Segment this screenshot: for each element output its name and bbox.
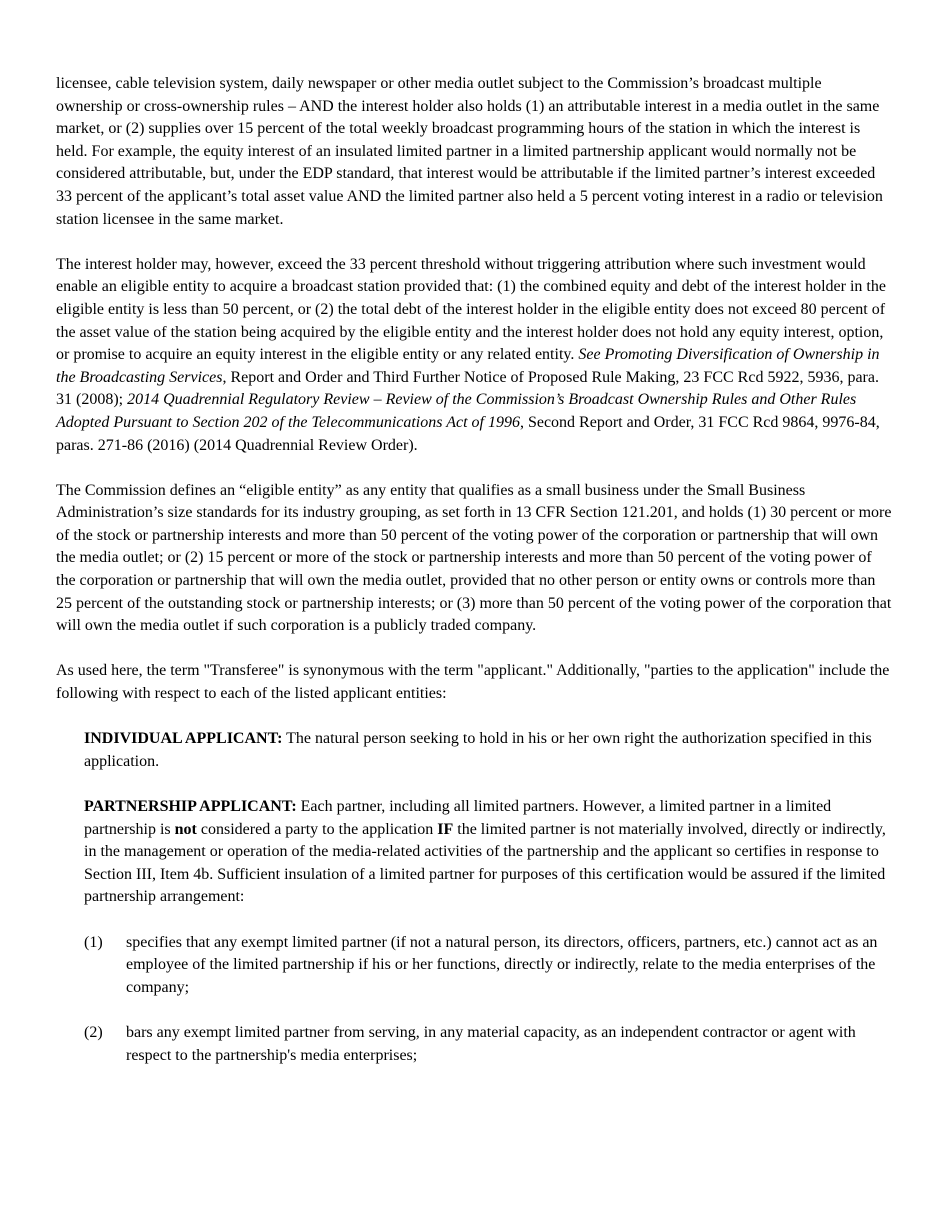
emphasis-not: not bbox=[174, 820, 197, 838]
paragraph-text: , Second Report and Order, 31 FCC Rcd 9864, 9976-84, paras. 271-86 (2016) (2014 Quadrennial Review Order). bbox=[56, 413, 880, 454]
list-item-number: (1) bbox=[84, 933, 103, 951]
partnership-applicant-definition bbox=[56, 796, 892, 909]
list-item-number: (2) bbox=[84, 1023, 103, 1041]
paragraph-eligible-entity-definition: The Commission defines an “eligible entity” as any entity that qualifies as a small business under the Small Business Administration’s size standards for its industry grouping, as set forth in 13 CFR Section 121.201, and holds (1) 30 percent or more of the stock or partnership interests and more than 50 percent of the voting power of the corporation or partnership that will own the media outlet; or (2) 15 percent or more of the stock or partnership interests and more than 50 percent of the voting power of the corporation or partnership that will own the media outlet, provided that no other person or entity owns or controls more than 25 percent of the outstanding stock or partnership interests; or (3) more than 50 percent of the voting power of the corporation that will own the media outlet if such corporation is a publicly traded company. bbox=[56, 481, 892, 635]
paragraph-transferee-definition: As used here, the term "Transferee" is synonymous with the term "applicant." Additionally, "parties to the application" include the following with respect to each of the listed applicant entities: bbox=[56, 662, 890, 703]
partnership-applicant-text: Each partner, including all limited partners. However, a limited partner in a limited partnership is bbox=[84, 798, 832, 838]
partnership-applicant-text: considered a party to the application bbox=[196, 820, 438, 838]
citation-quadrennial-review: 2014 Quadrennial Regulatory Review – Review of the Commission’s Broadcast Ownership Rules and Other Rules Adopted Pursuant to Section 202 of the Telecommunications Act of 1996 bbox=[56, 391, 857, 431]
paragraph-edp-standard: licensee, cable television system, daily newspaper or other media outlet subject to the Commission’s broadcast multiple ownership or cross-ownership rules – AND the interest holder also holds (1) an attributable interest in a media outlet in the same market, or (2) supplies over 15 percent of the total weekly broadcast programming hours of the station in which the interest is held. For example, the equity interest of an insulated limited partner in a limited partnership applicant would normally not be considered attributable, but, under the EDP standard, that interest would be attributable if the limited partner’s interest exceeded 33 percent of the applicant’s total asset value AND the limited partner also held a 5 percent voting interest in a radio or television station licensee in the same market. bbox=[56, 75, 883, 228]
list-item-text: bars any exempt limited partner from serving, in any material capacity, as an independent contractor or agent with respect to the partnership's media enterprises; bbox=[126, 1023, 856, 1064]
individual-applicant-text: The natural person seeking to hold in his or her own right the authorization specified in this application. bbox=[84, 730, 872, 770]
emphasis-if: IF bbox=[437, 820, 454, 838]
paragraph-text: , Report and Order and Third Further Notice of Proposed Rule Making, 23 FCC Rcd 5922, 5936, para. 31 (2008); bbox=[56, 368, 879, 409]
list-item-text: specifies that any exempt limited partner (if not a natural person, its directors, officers, partners, etc.) cannot act as an employee of the limited partnership if his or her functions, directly or indirectly, relate to the media enterprises of the company; bbox=[126, 933, 878, 996]
partnership-applicant-heading: PARTNERSHIP APPLICANT: bbox=[84, 798, 297, 815]
citation-promoting-diversification: See Promoting Diversification of Ownership in the Broadcasting Services bbox=[56, 346, 880, 386]
paragraph-text: The interest holder may, however, exceed the 33 percent threshold without triggering attribution where such investment would enable an eligible entity to acquire a broadcast station provided that: (1) the combined equity and debt of the interest holder in the eligible entity is less than 50 percent, or (2) the total debt of the interest holder in the eligible entity does not exceed 80 percent of the asset value of the station being acquired by the eligible entity and the interest holder does not hold any equity interest, option, or promise to acquire an equity interest in the eligible entity or any related entity. bbox=[56, 255, 886, 364]
individual-applicant-heading: INDIVIDUAL APPLICANT: bbox=[84, 730, 283, 748]
paragraph-eligible-entity-exception bbox=[56, 254, 892, 457]
list-item bbox=[56, 1022, 892, 1067]
list-item bbox=[56, 932, 892, 1000]
partnership-applicant-text: the limited partner is not materially involved, directly or indirectly, in the management or operation of the media-related activities of the partnership and the applicant so certifies in response to Section III, Item 4b. Sufficient insulation of a limited partner for purposes of this certification would be assured if the limited partnership arrangement: bbox=[84, 820, 886, 906]
individual-applicant-definition bbox=[56, 728, 892, 773]
